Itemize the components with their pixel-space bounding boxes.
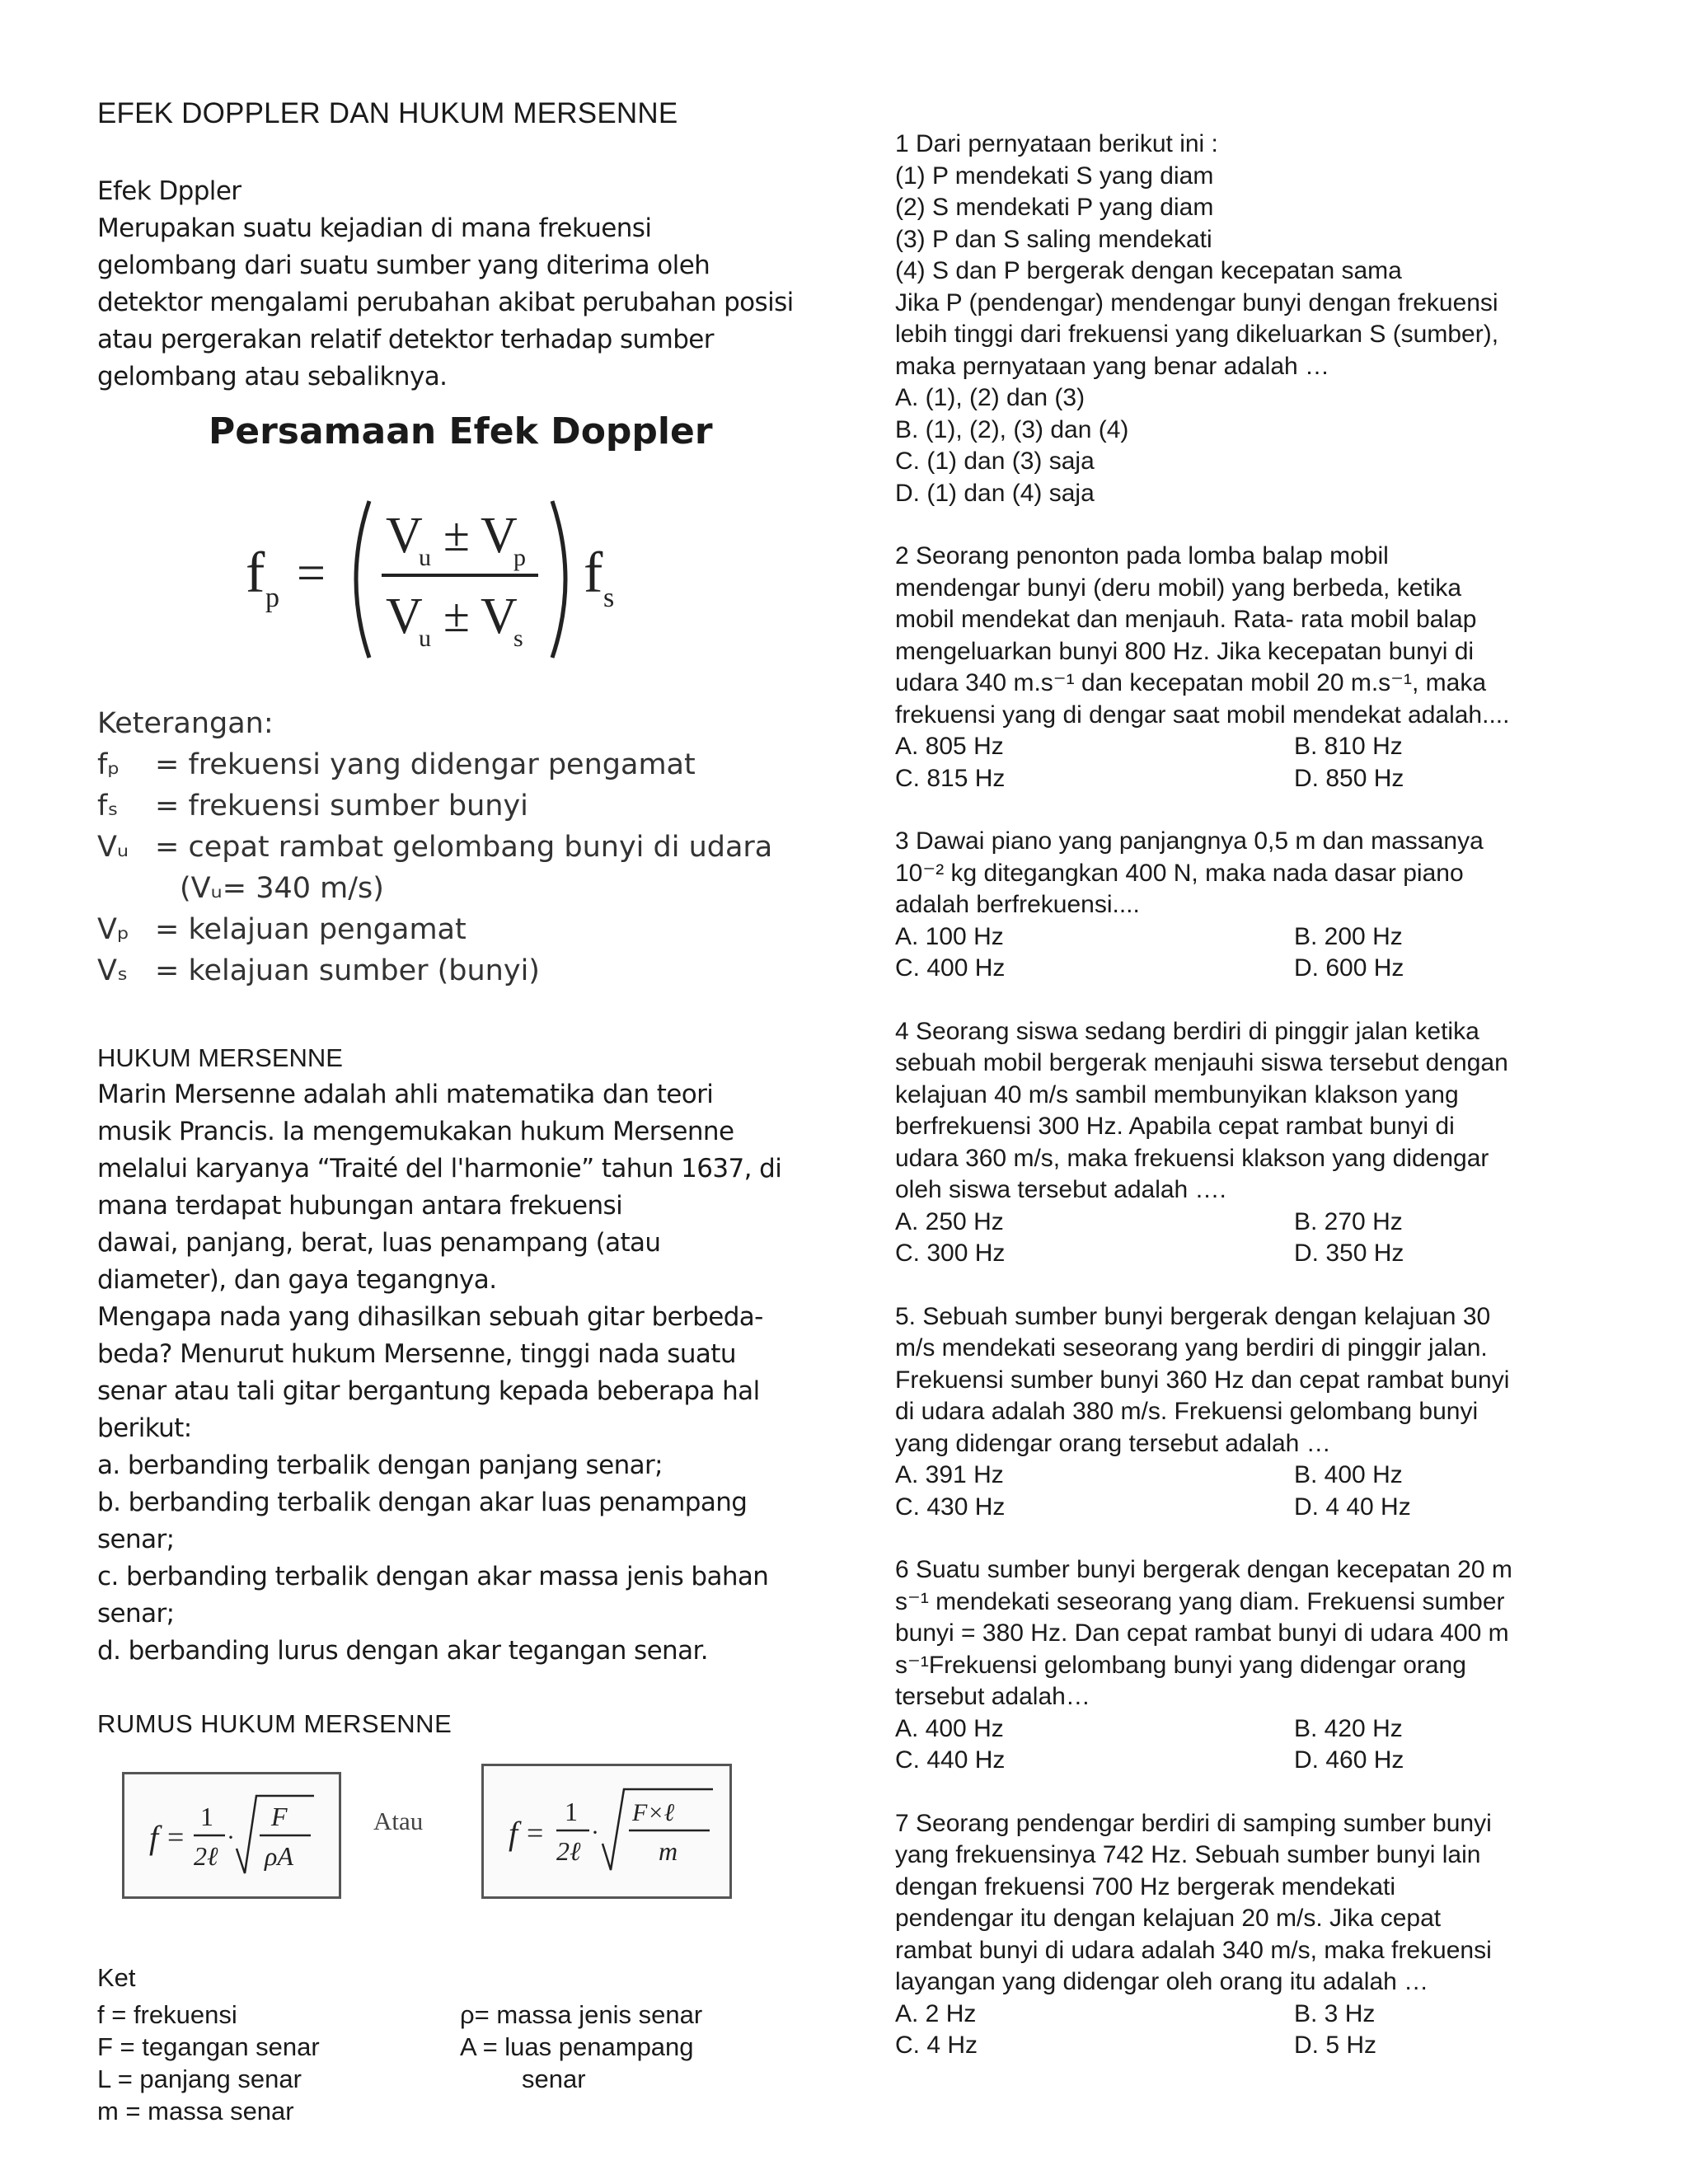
svg-text:·: · — [591, 1819, 599, 1846]
answer-option: A. 2 Hz — [895, 1999, 977, 2027]
doppler-intro — [97, 173, 806, 396]
legend-heading: Keterangan: — [97, 707, 274, 740]
answer-option: B. (1), (2), (3) dan (4) — [895, 415, 1129, 443]
answer-option: A. 100 Hz — [895, 922, 1004, 950]
mersenne-line: melalui karyanya “Traité del l'harmonie” tahun 1637, di — [97, 1154, 782, 1183]
doppler-line: atau pergerakan relatif detektor terhadap sumber — [97, 325, 714, 354]
answer-option: D. 850 Hz — [1294, 764, 1404, 792]
question-4 — [895, 1016, 1587, 1270]
question-line: maka pernyataan yang benar adalah … — [895, 352, 1330, 380]
svg-text:V: V — [481, 588, 518, 644]
question-5 — [895, 1301, 1587, 1524]
answer-option: C. 4 Hz — [895, 2032, 978, 2059]
rumus-legend — [97, 1961, 806, 2127]
svg-text:f: f — [584, 541, 603, 605]
mersenne-line: senar; — [97, 1525, 175, 1554]
svg-text:f: f — [509, 1815, 518, 1852]
svg-text:V: V — [481, 508, 518, 564]
question-line: Frekuensi sumber bunyi 360 Hz dan cepat rambat bunyi — [895, 1366, 1510, 1394]
legend-symbol: Vₚ — [97, 913, 129, 946]
svg-text:u: u — [419, 544, 431, 571]
legend-row — [97, 827, 806, 868]
svg-text:F×ℓ: F×ℓ — [632, 1799, 675, 1826]
doppler-line: gelombang dari suatu sumber yang diterima oleh — [97, 251, 710, 280]
question-line: yang didengar orang tersebut adalah … — [895, 1429, 1331, 1457]
answer-options — [895, 731, 1587, 794]
left-column — [97, 97, 806, 2127]
mersenne-line: mana terdapat hubungan antara frekuensi — [97, 1191, 623, 1221]
rumus-title: RUMUS HUKUM MERSENNE — [97, 1709, 452, 1738]
legend-item: A = luas penampang — [460, 2032, 694, 2061]
answer-option: B. 420 Hz — [1294, 1714, 1403, 1742]
answer-options — [895, 1207, 1587, 1270]
answer-option: A. 391 Hz — [895, 1461, 1004, 1488]
answer-option: A. (1), (2) dan (3) — [895, 384, 1085, 411]
question-line: kelajuan 40 m/s sambil membunyikan klakson yang — [895, 1080, 1459, 1108]
answer-option: D. 460 Hz — [1294, 1746, 1404, 1774]
question-2 — [895, 541, 1587, 794]
mersenne-line: berikut: — [97, 1413, 192, 1443]
svg-text:=: = — [297, 546, 326, 602]
equation-title: Persamaan Efek Doppler — [209, 410, 713, 452]
svg-text:1: 1 — [200, 1802, 213, 1831]
mersenne-line: senar; — [97, 1599, 175, 1629]
question-7 — [895, 1808, 1587, 2062]
doppler-formula-image — [246, 485, 740, 682]
doppler-legend — [97, 703, 806, 991]
question-3 — [895, 826, 1587, 985]
question-line: oleh siswa tersebut adalah …. — [895, 1176, 1226, 1203]
question-line: pendengar itu dengan kelajuan 20 m/s. Jika cepat — [895, 1905, 1442, 1932]
svg-text:p: p — [265, 583, 279, 613]
question-line: Jika P (pendengar) mendengar bunyi dengan frekuensi — [895, 288, 1498, 316]
legend-item: f = frekuensi — [97, 2000, 237, 2029]
mersenne-line: Mengapa nada yang dihasilkan sebuah gitar berbeda- — [97, 1302, 763, 1332]
question-line: adalah berfrekuensi.... — [895, 891, 1140, 918]
answer-option: A. 250 Hz — [895, 1207, 1004, 1235]
question-line: frekuensi yang di dengar saat mobil mendekat adalah.... — [895, 701, 1510, 729]
answer-options — [895, 921, 1587, 985]
svg-text:±: ± — [443, 508, 470, 561]
legend-item — [460, 2095, 757, 2127]
legend-symbol: Vᵤ — [97, 831, 129, 864]
legend-row — [97, 950, 806, 991]
legend-item: ρ= massa jenis senar — [460, 2000, 703, 2029]
answer-option: C. 300 Hz — [895, 1240, 1006, 1267]
answer-option: C. 815 Hz — [895, 764, 1006, 792]
question-line: mobil mendekat dan menjauh. Rata- rata mobil balap — [895, 606, 1477, 633]
question-line: 2 Seorang penonton pada lomba balap mobil — [895, 542, 1389, 569]
mersenne-formulas — [97, 1772, 806, 1920]
mersenne-heading: HUKUM MERSENNE — [97, 1043, 343, 1072]
answer-option: A. 400 Hz — [895, 1714, 1004, 1742]
svg-text:V: V — [386, 588, 423, 644]
question-line: udara 340 m.s⁻¹ dan kecepatan mobil 20 m.s⁻¹, maka — [895, 669, 1487, 696]
mersenne-line: d. berbanding lurus dengan akar tegangan senar. — [97, 1636, 709, 1666]
question-line: 1 Dari pernyataan berikut ini : — [895, 130, 1218, 157]
doppler-line: Merupakan suatu kejadian di mana frekuensi — [97, 213, 652, 243]
legend-desc: = frekuensi sumber bunyi — [155, 790, 528, 823]
svg-text:=: = — [527, 1816, 544, 1849]
svg-text:s: s — [603, 583, 615, 613]
answer-option: D. 350 Hz — [1294, 1240, 1404, 1267]
mersenne-line: beda? Menurut hukum Mersenne, tinggi nada suatu — [97, 1339, 736, 1369]
rumus-legend-heading: Ket — [97, 1963, 136, 1992]
svg-text:p: p — [513, 544, 526, 571]
question-6 — [895, 1554, 1587, 1777]
question-line: yang frekuensinya 742 Hz. Sebuah sumber bunyi lain — [895, 1841, 1481, 1868]
question-line: sebuah mobil bergerak menjauhi siswa tersebut dengan — [895, 1049, 1508, 1076]
answer-option: D. (1) dan (4) saja — [895, 479, 1095, 507]
mersenne-line: a. berbanding terbalik dengan panjang senar; — [97, 1451, 663, 1480]
question-line: tersebut adalah… — [895, 1683, 1090, 1710]
legend-symbol: Vₛ — [97, 954, 128, 987]
legend-item: m = massa senar — [97, 2097, 294, 2125]
question-line: 4 Seorang siswa sedang berdiri di pinggir jalan ketika — [895, 1017, 1479, 1045]
answer-options — [895, 1999, 1587, 2062]
legend-desc: = kelajuan sumber (bunyi) — [155, 954, 540, 987]
svg-text:f: f — [246, 541, 265, 605]
questions-column — [895, 129, 1587, 2093]
answer-option: D. 5 Hz — [1294, 2032, 1377, 2059]
page-title: EFEK DOPPLER DAN HUKUM MERSENNE — [97, 97, 678, 129]
question-line: s⁻¹Frekuensi gelombang bunyi yang didengar orang — [895, 1651, 1466, 1679]
question-line: berfrekuensi 300 Hz. Apabila cepat rambat bunyi di — [895, 1113, 1455, 1140]
mersenne-line: Marin Mersenne adalah ahli matematika dan teori — [97, 1080, 714, 1109]
answer-option: C. 400 Hz — [895, 954, 1006, 982]
question-line: s⁻¹ mendekati seseorang yang diam. Frekuensi sumber — [895, 1587, 1505, 1615]
doppler-line: gelombang atau sebaliknya. — [97, 362, 448, 391]
legend-symbol: fₛ — [97, 790, 119, 823]
mersenne-formula-area-icon — [124, 1774, 339, 1896]
legend-symbol: fₚ — [97, 748, 120, 781]
svg-text:f: f — [149, 1819, 159, 1856]
answer-option: D. 4 40 Hz — [1294, 1493, 1411, 1521]
answer-options — [895, 1460, 1587, 1523]
legend-desc: = frekuensi yang didengar pengamat — [155, 748, 696, 781]
mersenne-line: senar atau tali gitar bergantung kepada beberapa hal — [97, 1376, 760, 1406]
atau-label: Atau — [373, 1807, 424, 1835]
question-1 — [895, 129, 1587, 509]
formula-box-1 — [122, 1772, 341, 1899]
formula-box-2 — [481, 1764, 732, 1899]
question-line: m/s mendekati seseorang yang berdiri di pinggir jalan. — [895, 1334, 1488, 1361]
svg-text:u: u — [419, 625, 431, 652]
question-line: 6 Suatu sumber bunyi bergerak dengan kecepatan 20 m — [895, 1556, 1512, 1583]
question-line: mengeluarkan bunyi 800 Hz. Jika kecepatan bunyi di — [895, 637, 1475, 665]
legend-row — [97, 909, 806, 950]
question-line: (3) P dan S saling mendekati — [895, 225, 1212, 253]
answer-option: B. 200 Hz — [1294, 922, 1403, 950]
legend-desc: (Vᵤ= 340 m/s) — [180, 872, 384, 905]
question-line: 3 Dawai piano yang panjangnya 0,5 m dan massanya — [895, 827, 1484, 855]
legend-desc: = cepat rambat gelombang bunyi di udara — [155, 831, 773, 864]
answer-option: D. 600 Hz — [1294, 954, 1404, 982]
svg-text:1: 1 — [565, 1797, 578, 1826]
answer-option: B. 400 Hz — [1294, 1461, 1403, 1488]
question-line: udara 360 m/s, maka frekuensi klakson yang didengar — [895, 1144, 1489, 1172]
question-line: lebih tinggi dari frekuensi yang dikeluarkan S (sumber), — [895, 321, 1499, 348]
mersenne-section — [97, 1039, 806, 1670]
svg-text:=: = — [167, 1821, 185, 1854]
question-line: bunyi = 380 Hz. Dan cepat rambat bunyi di udara 400 m — [895, 1619, 1509, 1647]
question-line: dengan frekuensi 700 Hz bergerak mendekati — [895, 1872, 1396, 1900]
question-line: (1) P mendekati S yang diam — [895, 162, 1214, 190]
doppler-heading: Efek Dppler — [97, 176, 241, 206]
legend-item: F = tegangan senar — [97, 2032, 320, 2061]
doppler-line: detektor mengalami perubahan akibat perubahan posisi — [97, 288, 794, 317]
legend-desc: = kelajuan pengamat — [155, 913, 467, 946]
doppler-equation — [97, 410, 806, 703]
question-line: layangan yang didengar oleh orang itu adalah … — [895, 1968, 1429, 1995]
svg-text:2ℓ: 2ℓ — [556, 1836, 581, 1866]
question-line: (4) S dan P bergerak dengan kecepatan sama — [895, 257, 1402, 284]
svg-text:s: s — [513, 625, 523, 652]
svg-text:ρA: ρA — [265, 1841, 293, 1871]
legend-row — [97, 785, 806, 827]
svg-text:·: · — [227, 1824, 235, 1851]
answer-option: C. 440 Hz — [895, 1746, 1006, 1774]
svg-text:V: V — [386, 508, 423, 564]
legend-row — [97, 868, 806, 909]
svg-text:2ℓ: 2ℓ — [194, 1841, 218, 1871]
mersenne-line: diameter), dan gaya tegangnya. — [97, 1265, 497, 1295]
answer-option: B. 3 Hz — [1294, 1999, 1376, 2027]
answer-option: B. 270 Hz — [1294, 1207, 1403, 1235]
svg-text:±: ± — [443, 588, 470, 642]
svg-text:F: F — [271, 1802, 288, 1831]
mersenne-formula-mass-icon — [484, 1766, 729, 1896]
rumus-legend-grid — [97, 1999, 806, 2127]
mersenne-line: dawai, panjang, berat, luas penampang (atau — [97, 1228, 661, 1258]
question-line: mendengar bunyi (deru mobil) yang berbeda, ketika — [895, 574, 1462, 602]
mersenne-line: musik Prancis. Ia mengemukakan hukum Mersenne — [97, 1117, 734, 1146]
question-line: 7 Seorang pendengar berdiri di samping sumber bunyi — [895, 1809, 1492, 1837]
answer-option: A. 805 Hz — [895, 733, 1004, 760]
question-line: (2) S mendekati P yang diam — [895, 194, 1214, 221]
svg-text:m: m — [659, 1836, 678, 1866]
answer-options — [895, 1713, 1587, 1777]
legend-item: senar — [522, 2064, 586, 2093]
legend-row — [97, 744, 806, 785]
question-line: rambat bunyi di udara adalah 340 m/s, maka frekuensi — [895, 1936, 1492, 1964]
question-line: 5. Sebuah sumber bunyi bergerak dengan kelajuan 30 — [895, 1302, 1491, 1330]
legend-item: L = panjang senar — [97, 2064, 302, 2093]
mersenne-line: b. berbanding terbalik dengan akar luas penampang — [97, 1488, 748, 1517]
question-line: 10⁻² kg ditegangkan 400 N, maka nada dasar piano — [895, 859, 1464, 887]
question-line: di udara adalah 380 m/s. Frekuensi gelombang bunyi — [895, 1398, 1479, 1425]
answer-option: B. 810 Hz — [1294, 733, 1403, 760]
answer-option: C. 430 Hz — [895, 1493, 1006, 1521]
answer-option: C. (1) dan (3) saja — [895, 448, 1095, 475]
mersenne-line: c. berbanding terbalik dengan akar massa jenis bahan — [97, 1562, 769, 1591]
